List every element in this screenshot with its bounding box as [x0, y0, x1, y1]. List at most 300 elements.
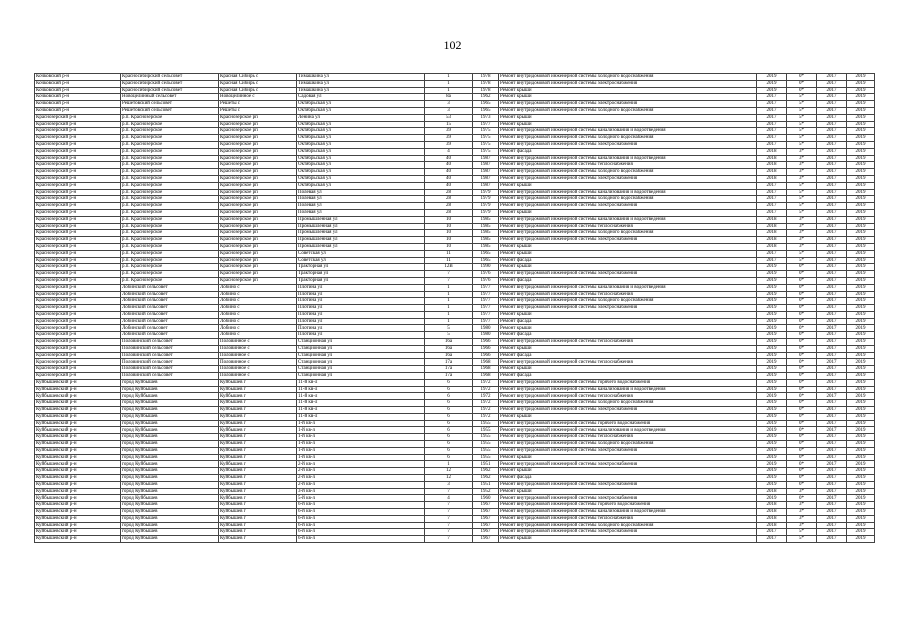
cell-district: Куйбышевский р-н [35, 434, 121, 441]
cell-build-year: 1955 [473, 447, 499, 454]
cell-period-start: 2017 [817, 305, 847, 312]
cell-period-end: 2019 [847, 277, 875, 284]
cell-street: Октябрьская ул [297, 169, 425, 176]
cell-street: Октябрьская ул [297, 182, 425, 189]
cell-period-end: 2019 [847, 529, 875, 536]
cell-work-type: Ремонт фасада [499, 318, 757, 325]
cell-district: Куйбышевский р-н [35, 461, 121, 468]
cell-work-type: Ремонт внутридомовой инженерной системы электроснабжения [499, 407, 757, 414]
cell-municipality: Красносибирский сельсовет [121, 74, 219, 81]
cell-period-end: 2019 [847, 509, 875, 516]
cell-work-type: Ремонт внутридомовой инженерной системы теплоснабжения [499, 223, 757, 230]
cell-planned-year: 2019 [757, 271, 787, 278]
cell-settlement: Куйбышев г [219, 427, 297, 434]
cell-district: Краснозерский р-н [35, 271, 121, 278]
cell-house-number: 40 [425, 162, 473, 169]
cell-settlement: Краснозерское рп [219, 230, 297, 237]
cell-settlement: Краснозерское рп [219, 196, 297, 203]
cell-municipality: р.п. Краснозерское [121, 114, 219, 121]
cell-district: Куйбышевский р-н [35, 502, 121, 509]
cell-settlement: Красная Сибирь с [219, 87, 297, 94]
cell-settlement: Решеты с [219, 101, 297, 108]
cell-priority-code: 3* [787, 515, 817, 522]
table-row [35, 175, 875, 182]
cell-build-year: 1972 [473, 386, 499, 393]
cell-settlement: Куйбышев г [219, 447, 297, 454]
cell-planned-year: 2019 [757, 345, 787, 352]
cell-period-end: 2019 [847, 101, 875, 108]
cell-period-end: 2019 [847, 128, 875, 135]
cell-planned-year: 2019 [757, 468, 787, 475]
cell-build-year: 1955 [473, 420, 499, 427]
cell-period-end: 2019 [847, 441, 875, 448]
table-row [35, 230, 875, 237]
cell-street: Тимашкина ул [297, 74, 425, 81]
cell-municipality: р.п. Краснозерское [121, 216, 219, 223]
cell-build-year: 1980 [473, 325, 499, 332]
cell-planned-year: 2019 [757, 352, 787, 359]
cell-build-year: 1985 [473, 216, 499, 223]
cell-house-number: 3 [425, 107, 473, 114]
cell-street: Советская ул [297, 257, 425, 264]
cell-period-end: 2019 [847, 345, 875, 352]
cell-street: 11-й кв-л [297, 407, 425, 414]
table-row [35, 271, 875, 278]
cell-settlement: Половинное с [219, 359, 297, 366]
cell-priority-code: 0* [787, 434, 817, 441]
cell-street: 3-й кв-л [297, 488, 425, 495]
cell-period-start: 2017 [817, 203, 847, 210]
cell-municipality: р.п. Краснозерское [121, 277, 219, 284]
cell-street: Станционная ул [297, 339, 425, 346]
cell-period-start: 2017 [817, 481, 847, 488]
cell-street: 2-й кв-л [297, 481, 425, 488]
cell-period-end: 2019 [847, 87, 875, 94]
cell-period-start: 2017 [817, 515, 847, 522]
cell-street: Плотина ул [297, 284, 425, 291]
cell-street: Ленина ул [297, 114, 425, 121]
cell-work-type: Ремонт крыши [499, 366, 757, 373]
cell-build-year: 1979 [473, 189, 499, 196]
cell-planned-year: 2019 [757, 80, 787, 87]
table-row [35, 101, 875, 108]
cell-priority-code: 3* [787, 502, 817, 509]
table-row [35, 107, 875, 114]
table-row [35, 400, 875, 407]
cell-municipality: р.п. Краснозерское [121, 271, 219, 278]
cell-planned-year: 2019 [757, 400, 787, 407]
cell-house-number: 39 [425, 128, 473, 135]
cell-build-year: 1967 [473, 509, 499, 516]
cell-municipality: р.п. Краснозерское [121, 223, 219, 230]
cell-planned-year: 2019 [757, 366, 787, 373]
cell-street: Станционная ул [297, 373, 425, 380]
cell-period-end: 2019 [847, 481, 875, 488]
table-row [35, 311, 875, 318]
cell-planned-year: 2019 [757, 284, 787, 291]
cell-house-number: 39 [425, 135, 473, 142]
cell-work-type: Ремонт внутридомовой инженерной системы холодного водоснабжения [499, 169, 757, 176]
cell-municipality: Лобинский сельсовет [121, 298, 219, 305]
cell-house-number: 4 [425, 495, 473, 502]
cell-period-end: 2019 [847, 114, 875, 121]
cell-municipality: р.п. Краснозерское [121, 243, 219, 250]
cell-period-end: 2019 [847, 413, 875, 420]
cell-priority-code: 3* [787, 155, 817, 162]
cell-settlement: Лобино с [219, 291, 297, 298]
cell-period-end: 2019 [847, 420, 875, 427]
table-row [35, 373, 875, 380]
cell-period-start: 2017 [817, 366, 847, 373]
cell-street: 11-й кв-л [297, 379, 425, 386]
cell-period-start: 2017 [817, 339, 847, 346]
cell-work-type: Ремонт крыши [499, 209, 757, 216]
cell-build-year: 1977 [473, 311, 499, 318]
cell-street: Плотина ул [297, 311, 425, 318]
cell-district: Куйбышевский р-н [35, 509, 121, 516]
cell-municipality: город Куйбышев [121, 447, 219, 454]
cell-priority-code: 5* [787, 536, 817, 543]
cell-street: Плотина ул [297, 291, 425, 298]
cell-period-start: 2017 [817, 488, 847, 495]
cell-build-year: 1966 [473, 352, 499, 359]
cell-house-number: 7 [425, 502, 473, 509]
cell-house-number: 6 [425, 379, 473, 386]
cell-planned-year: 2017 [757, 536, 787, 543]
cell-street: Октябрьская ул [297, 155, 425, 162]
cell-street: Октябрьская ул [297, 162, 425, 169]
cell-district: Краснозерский р-н [35, 339, 121, 346]
cell-house-number: 1 [425, 284, 473, 291]
table-row [35, 155, 875, 162]
cell-district: Куйбышевский р-н [35, 468, 121, 475]
cell-district: Краснозерский р-н [35, 114, 121, 121]
cell-district: Краснозерский р-н [35, 182, 121, 189]
cell-build-year: 1962 [473, 468, 499, 475]
cell-build-year: 1967 [473, 536, 499, 543]
cell-priority-code: 5* [787, 203, 817, 210]
cell-period-end: 2019 [847, 522, 875, 529]
cell-street: Плотина ул [297, 332, 425, 339]
cell-district: Куйбышевский р-н [35, 420, 121, 427]
cell-period-end: 2019 [847, 379, 875, 386]
cell-settlement: Решеты с [219, 107, 297, 114]
cell-district: Краснозерский р-н [35, 359, 121, 366]
cell-district: Кочковский р-н [35, 87, 121, 94]
cell-work-type: Ремонт крыши [499, 413, 757, 420]
cell-build-year: 1980 [473, 332, 499, 339]
cell-priority-code: 0* [787, 441, 817, 448]
cell-period-end: 2019 [847, 243, 875, 250]
cell-settlement: Куйбышев г [219, 441, 297, 448]
cell-priority-code: 3* [787, 162, 817, 169]
cell-planned-year: 2019 [757, 420, 787, 427]
cell-planned-year: 2018 [757, 162, 787, 169]
cell-period-end: 2019 [847, 209, 875, 216]
cell-street: Плотина ул [297, 325, 425, 332]
cell-settlement: Краснозерское рп [219, 169, 297, 176]
cell-house-number: 5 [425, 332, 473, 339]
cell-priority-code: 5* [787, 101, 817, 108]
cell-district: Краснозерский р-н [35, 257, 121, 264]
cell-work-type: Ремонт крыши [499, 468, 757, 475]
cell-period-start: 2017 [817, 107, 847, 114]
cell-district: Куйбышевский р-н [35, 475, 121, 482]
cell-priority-code: 0* [787, 332, 817, 339]
cell-house-number: 6 [425, 386, 473, 393]
cell-build-year: 1962 [473, 475, 499, 482]
cell-build-year: 1977 [473, 298, 499, 305]
cell-work-type: Ремонт внутридомовой инженерной системы электроснабжения [499, 80, 757, 87]
cell-district: Кочковский р-н [35, 107, 121, 114]
cell-settlement: Лобино с [219, 318, 297, 325]
cell-period-end: 2019 [847, 264, 875, 271]
cell-municipality: город Куйбышев [121, 386, 219, 393]
cell-work-type: Ремонт фасада [499, 352, 757, 359]
cell-municipality: Лобинский сельсовет [121, 311, 219, 318]
cell-work-type: Ремонт внутридомовой инженерной системы холодного водоснабжения [499, 298, 757, 305]
cell-priority-code: 5* [787, 121, 817, 128]
cell-build-year: 1985 [473, 237, 499, 244]
cell-district: Краснозерский р-н [35, 311, 121, 318]
cell-planned-year: 2019 [757, 413, 787, 420]
cell-priority-code: 0* [787, 277, 817, 284]
table-row [35, 379, 875, 386]
cell-planned-year: 2018 [757, 488, 787, 495]
cell-house-number: 11 [425, 257, 473, 264]
table-row [35, 509, 875, 516]
table-row [35, 223, 875, 230]
cell-work-type: Ремонт фасада [499, 257, 757, 264]
cell-period-start: 2017 [817, 359, 847, 366]
cell-work-type: Ремонт внутридомовой инженерной системы теплоснабжения [499, 291, 757, 298]
cell-build-year: 1965 [473, 250, 499, 257]
cell-municipality: р.п. Краснозерское [121, 209, 219, 216]
cell-street: Октябрьская ул [297, 128, 425, 135]
cell-planned-year: 2018 [757, 243, 787, 250]
cell-priority-code: 0* [787, 74, 817, 81]
cell-municipality: город Куйбышев [121, 379, 219, 386]
cell-priority-code: 3* [787, 169, 817, 176]
cell-build-year: 1965 [473, 107, 499, 114]
cell-period-end: 2019 [847, 495, 875, 502]
cell-district: Краснозерский р-н [35, 305, 121, 312]
cell-period-start: 2017 [817, 101, 847, 108]
cell-priority-code: 0* [787, 318, 817, 325]
cell-house-number: 40 [425, 175, 473, 182]
table-row [35, 475, 875, 482]
cell-planned-year: 2018 [757, 522, 787, 529]
cell-district: Куйбышевский р-н [35, 515, 121, 522]
cell-priority-code: 5* [787, 182, 817, 189]
cell-settlement: Куйбышев г [219, 495, 297, 502]
cell-work-type: Ремонт внутридомовой инженерной системы канализования и водоотведения [499, 189, 757, 196]
cell-planned-year: 2019 [757, 277, 787, 284]
table-row [35, 243, 875, 250]
cell-municipality: р.п. Краснозерское [121, 237, 219, 244]
cell-period-end: 2019 [847, 393, 875, 400]
cell-period-start: 2017 [817, 216, 847, 223]
cell-house-number: 40 [425, 169, 473, 176]
cell-work-type: Ремонт крыши [499, 243, 757, 250]
cell-district: Краснозерский р-н [35, 318, 121, 325]
cell-district: Краснозерский р-н [35, 216, 121, 223]
cell-settlement: Краснозерское рп [219, 135, 297, 142]
cell-period-start: 2017 [817, 454, 847, 461]
cell-period-start: 2017 [817, 352, 847, 359]
cell-build-year: 1978 [473, 87, 499, 94]
cell-settlement: Половинное с [219, 366, 297, 373]
cell-street: 2-й кв-л [297, 468, 425, 475]
cell-period-start: 2017 [817, 237, 847, 244]
cell-house-number: 28 [425, 196, 473, 203]
cell-period-start: 2017 [817, 277, 847, 284]
cell-district: Краснозерский р-н [35, 366, 121, 373]
cell-build-year: 1985 [473, 223, 499, 230]
cell-street: Тракторная ул [297, 277, 425, 284]
cell-work-type: Ремонт внутридомовой инженерной системы канализования и водоотведения [499, 386, 757, 393]
cell-period-start: 2017 [817, 318, 847, 325]
cell-district: Краснозерский р-н [35, 373, 121, 380]
cell-street: 1-й кв-л [297, 441, 425, 448]
cell-street: 6-й кв-л [297, 515, 425, 522]
cell-work-type: Ремонт фасада [499, 373, 757, 380]
cell-period-end: 2019 [847, 475, 875, 482]
cell-municipality: р.п. Краснозерское [121, 141, 219, 148]
cell-priority-code: 5* [787, 135, 817, 142]
cell-work-type: Ремонт крыши [499, 250, 757, 257]
cell-build-year: 1966 [473, 339, 499, 346]
cell-build-year: 1990 [473, 264, 499, 271]
table-row [35, 522, 875, 529]
cell-district: Краснозерский р-н [35, 121, 121, 128]
cell-work-type: Ремонт крыши [499, 345, 757, 352]
cell-street: 11-й кв-л [297, 393, 425, 400]
cell-settlement: Краснозерское рп [219, 243, 297, 250]
cell-period-start: 2017 [817, 427, 847, 434]
cell-district: Краснозерский р-н [35, 237, 121, 244]
cell-settlement: Куйбышев г [219, 509, 297, 516]
table-row [35, 339, 875, 346]
cell-planned-year: 2019 [757, 373, 787, 380]
cell-build-year: 1967 [473, 522, 499, 529]
cell-work-type: Ремонт внутридомовой инженерной системы канализования и водоотведения [499, 155, 757, 162]
cell-house-number: 40 [425, 155, 473, 162]
cell-priority-code: 0* [787, 461, 817, 468]
cell-street: 1-й кв-л [297, 427, 425, 434]
cell-period-start: 2017 [817, 332, 847, 339]
cell-settlement: Краснозерское рп [219, 216, 297, 223]
cell-period-end: 2019 [847, 359, 875, 366]
cell-build-year: 1952 [473, 488, 499, 495]
cell-municipality: город Куйбышев [121, 420, 219, 427]
cell-priority-code: 3* [787, 175, 817, 182]
cell-period-start: 2017 [817, 379, 847, 386]
cell-house-number: 6 [425, 434, 473, 441]
cell-work-type: Ремонт внутридомовой инженерной системы теплоснабжения [499, 515, 757, 522]
cell-settlement: Краснозерское рп [219, 237, 297, 244]
cell-priority-code: 0* [787, 366, 817, 373]
cell-municipality: город Куйбышев [121, 434, 219, 441]
table-row [35, 502, 875, 509]
cell-priority-code: 3* [787, 509, 817, 516]
cell-settlement: Красная Сибирь с [219, 80, 297, 87]
cell-work-type: Ремонт крыши [499, 264, 757, 271]
cell-planned-year: 2019 [757, 291, 787, 298]
cell-municipality: р.п. Краснозерское [121, 162, 219, 169]
cell-work-type: Ремонт внутридомовой инженерной системы электроснабжения [499, 461, 757, 468]
table-row [35, 216, 875, 223]
cell-build-year: 1955 [473, 441, 499, 448]
cell-house-number: 3 [425, 481, 473, 488]
cell-priority-code: 0* [787, 352, 817, 359]
cell-period-start: 2017 [817, 148, 847, 155]
cell-planned-year: 2019 [757, 441, 787, 448]
cell-planned-year: 2018 [757, 230, 787, 237]
table-row [35, 305, 875, 312]
cell-district: Краснозерский р-н [35, 148, 121, 155]
cell-build-year: 1965 [473, 101, 499, 108]
cell-street: 1-й кв-л [297, 447, 425, 454]
cell-period-start: 2017 [817, 94, 847, 101]
cell-house-number: 1 [425, 298, 473, 305]
cell-municipality: р.п. Краснозерское [121, 128, 219, 135]
cell-municipality: Лобинский сельсовет [121, 332, 219, 339]
cell-district: Куйбышевский р-н [35, 529, 121, 536]
cell-municipality: Половинский сельсовет [121, 366, 219, 373]
cell-house-number: 28 [425, 189, 473, 196]
cell-municipality: р.п. Краснозерское [121, 169, 219, 176]
cell-planned-year: 2019 [757, 434, 787, 441]
cell-priority-code: 5* [787, 128, 817, 135]
cell-priority-code: 3* [787, 243, 817, 250]
cell-planned-year: 2019 [757, 298, 787, 305]
cell-planned-year: 2017 [757, 128, 787, 135]
cell-period-start: 2017 [817, 413, 847, 420]
table-row [35, 291, 875, 298]
cell-house-number: 1 [425, 80, 473, 87]
cell-settlement: Куйбышев г [219, 536, 297, 543]
cell-build-year: 1972 [473, 393, 499, 400]
cell-settlement: Куйбышев г [219, 400, 297, 407]
cell-period-start: 2017 [817, 441, 847, 448]
cell-house-number: 17а [425, 366, 473, 373]
table-row [35, 196, 875, 203]
cell-settlement: Краснозерское рп [219, 223, 297, 230]
cell-municipality: Половинский сельсовет [121, 339, 219, 346]
cell-build-year: 1978 [473, 74, 499, 81]
cell-planned-year: 2019 [757, 427, 787, 434]
cell-district: Краснозерский р-н [35, 203, 121, 210]
table-row [35, 318, 875, 325]
cell-build-year: 1985 [473, 230, 499, 237]
cell-period-start: 2017 [817, 162, 847, 169]
table-row [35, 413, 875, 420]
cell-priority-code: 0* [787, 359, 817, 366]
cell-period-end: 2019 [847, 74, 875, 81]
cell-settlement: Куйбышев г [219, 468, 297, 475]
table-row [35, 148, 875, 155]
cell-settlement: Краснозерское рп [219, 257, 297, 264]
cell-house-number: 7 [425, 515, 473, 522]
cell-work-type: Ремонт внутридомовой инженерной системы теплоснабжения [499, 359, 757, 366]
cell-municipality: город Куйбышев [121, 529, 219, 536]
cell-settlement: Краснозерское рп [219, 209, 297, 216]
cell-period-end: 2019 [847, 434, 875, 441]
cell-priority-code: 5* [787, 107, 817, 114]
cell-street: 1-й кв-л [297, 420, 425, 427]
cell-municipality: город Куйбышев [121, 509, 219, 516]
